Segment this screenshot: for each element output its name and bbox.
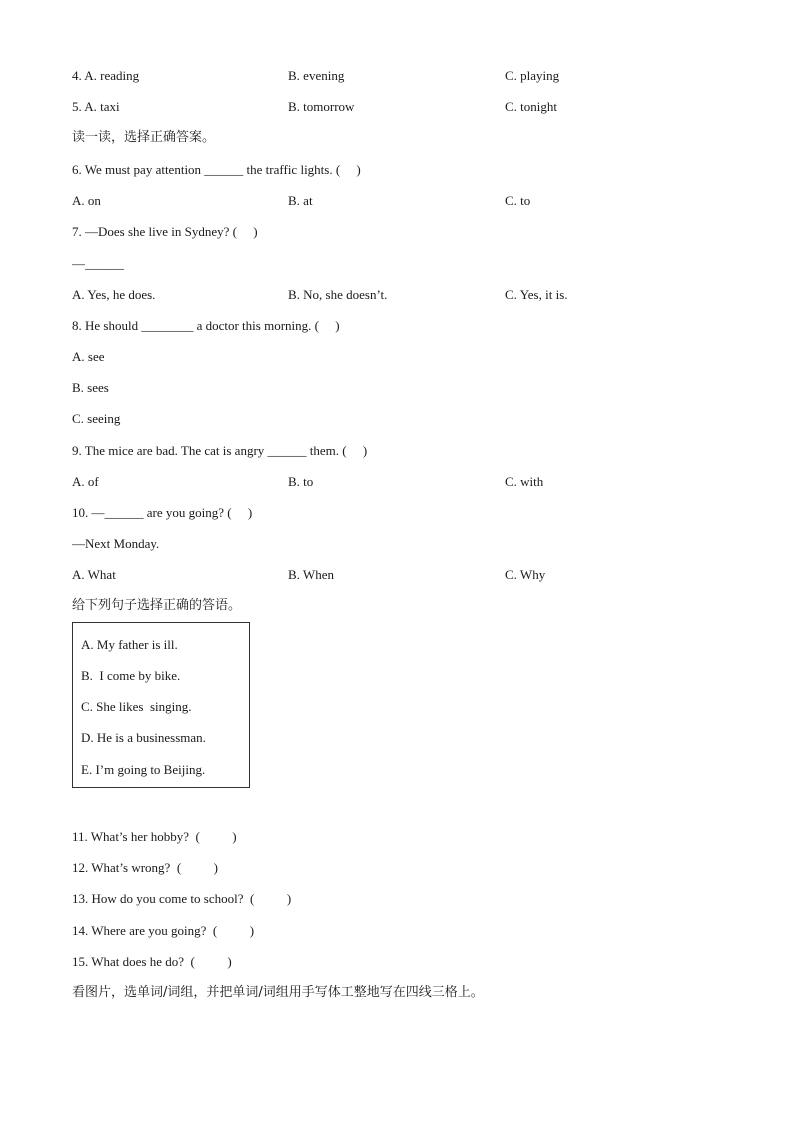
q5-option-b: B. tomorrow	[288, 99, 355, 114]
q14-stem: 14. Where are you going? ( )	[72, 923, 255, 938]
box-item-d: D. He is a businessman.	[81, 730, 206, 745]
section-heading-reading: 读一读，选择正确答案。	[72, 130, 216, 145]
answer-choices-box	[72, 622, 250, 788]
q6-option-a: A. on	[72, 193, 101, 208]
q9-option-c: C. with	[505, 474, 544, 489]
q15-stem: 15. What does he do? ( )	[72, 954, 232, 969]
q10-answer-line: —Next Monday.	[72, 536, 160, 551]
q8-option-c: C. seeing	[72, 411, 121, 426]
q7-option-b: B. No, she doesn’t.	[288, 287, 388, 302]
q6-stem: 6. We must pay attention ______ the traffic lights. ( )	[72, 162, 361, 177]
q7-answer-line: —______	[72, 256, 124, 271]
q4-option-a: 4. A. reading	[72, 68, 140, 83]
q10-option-b: B. When	[288, 567, 334, 582]
q10-option-c: C. Why	[505, 567, 546, 582]
q4-option-b: B. evening	[288, 68, 345, 83]
q9-option-b: B. to	[288, 474, 314, 489]
q8-stem: 8. He should ________ a doctor this morning. ( )	[72, 318, 340, 333]
q11-stem: 11. What’s her hobby? ( )	[72, 829, 237, 844]
q6-option-b: B. at	[288, 193, 313, 208]
q10-option-a: A. What	[72, 567, 116, 582]
box-item-e: E. I’m going to Beijing.	[81, 762, 206, 777]
q10-stem: 10. —______ are you going? ( )	[72, 505, 253, 520]
q13-stem: 13. How do you come to school? ( )	[72, 891, 292, 906]
section-heading-responses: 给下列句子选择正确的答语。	[72, 598, 242, 613]
q8-option-b: B. sees	[72, 380, 109, 395]
q7-option-c: C. Yes, it is.	[505, 287, 568, 302]
q7-option-a: A. Yes, he does.	[72, 287, 156, 302]
box-item-b: B. I come by bike.	[81, 668, 181, 683]
q9-option-a: A. of	[72, 474, 99, 489]
box-item-c: C. She likes singing.	[81, 699, 192, 714]
q6-option-c: C. to	[505, 193, 531, 208]
q7-stem: 7. —Does she live in Sydney? ( )	[72, 224, 258, 239]
q9-stem: 9. The mice are bad. The cat is angry ______ them. ( )	[72, 443, 368, 458]
q12-stem: 12. What’s wrong? ( )	[72, 860, 218, 875]
q5-option-a: 5. A. taxi	[72, 99, 120, 114]
q4-option-c: C. playing	[505, 68, 560, 83]
section-heading-handwriting: 看图片，选单词/词组，并把单词/词组用手写体工整地写在四线三格上。	[72, 985, 484, 1000]
box-item-a: A. My father is ill.	[81, 637, 178, 652]
q5-option-c: C. tonight	[505, 99, 558, 114]
q8-option-a: A. see	[72, 349, 105, 364]
